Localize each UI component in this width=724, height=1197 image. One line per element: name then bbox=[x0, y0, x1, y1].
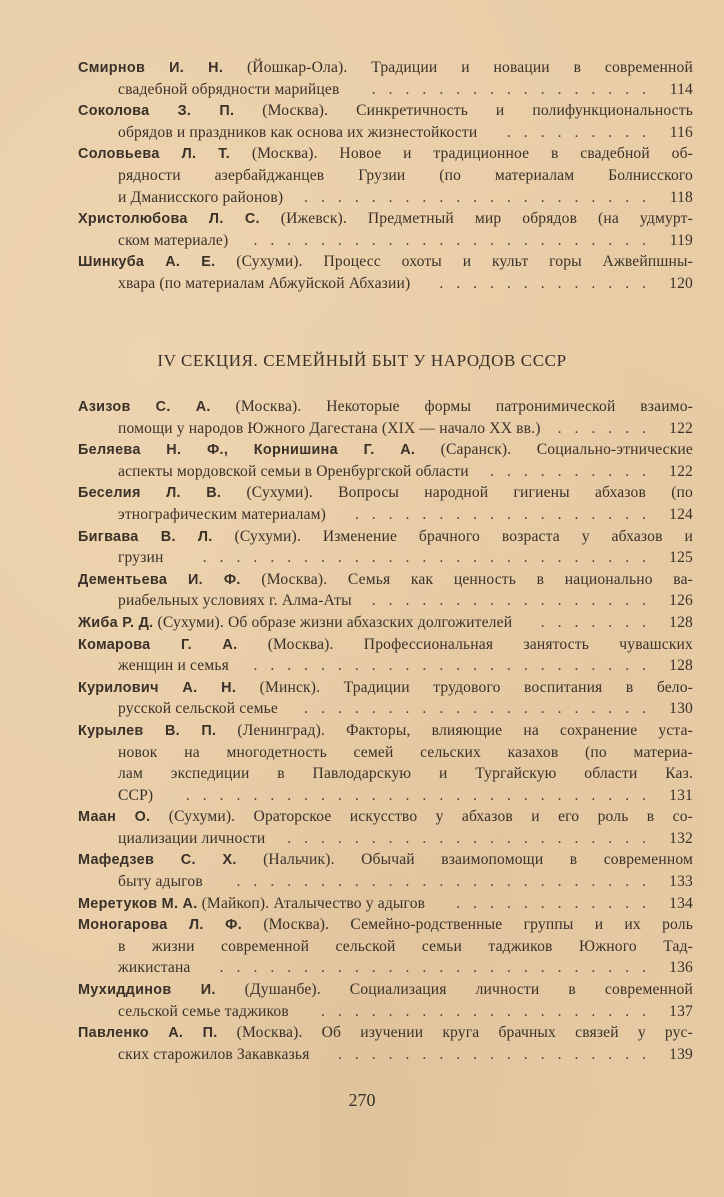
entry-first-line bbox=[78, 439, 693, 461]
leader-dots: ........................ bbox=[253, 657, 659, 675]
toc-entry bbox=[78, 893, 693, 915]
entry-line-text bbox=[78, 634, 693, 657]
entry-title-text: (Минск). Традиции трудового воспитания в бело- bbox=[259, 678, 693, 696]
leader-dots: ............ bbox=[456, 894, 659, 912]
entry-continuation-line bbox=[78, 547, 693, 569]
entry-first-line bbox=[78, 914, 693, 936]
entry-line-text bbox=[118, 657, 229, 674]
entry-continuation-line bbox=[78, 763, 693, 785]
entry-line-text bbox=[118, 124, 477, 141]
entry-author: Маан О. bbox=[78, 809, 151, 826]
entry-continuation-line bbox=[78, 742, 693, 764]
entry-first-line bbox=[78, 57, 693, 79]
toc-entry bbox=[78, 914, 693, 979]
entry-line-text bbox=[118, 81, 339, 98]
entry-first-line bbox=[78, 251, 693, 273]
entry-line-text bbox=[118, 189, 283, 206]
toc-entry bbox=[78, 100, 693, 143]
entry-title-text: (Сухуми). Изменение брачного возраста у абхазов и bbox=[234, 527, 693, 545]
entry-first-line bbox=[78, 208, 693, 230]
leader-dots: .......................... bbox=[219, 959, 659, 977]
leader-dots: .................. bbox=[354, 505, 659, 523]
entry-first-line bbox=[78, 634, 693, 656]
entry-line-text bbox=[118, 275, 410, 292]
entry-author: Беляева Н. Ф., Корнишина Г. А. bbox=[78, 442, 416, 459]
entry-line-text bbox=[78, 1022, 693, 1045]
entry-page-number: 122 bbox=[669, 462, 693, 480]
entry-continuation-line bbox=[78, 655, 693, 677]
toc-entry bbox=[78, 612, 693, 634]
leader-dots: ............. bbox=[439, 274, 659, 292]
entry-title-text: хвара (по материалам Абжуйской Абхазии) bbox=[118, 274, 411, 292]
entry-page-number: 131 bbox=[669, 786, 693, 804]
entry-line-text bbox=[118, 506, 326, 523]
leader-dots: ..................... bbox=[304, 188, 659, 206]
entry-author: Соколова З. П. bbox=[78, 103, 235, 120]
entry-title-text: лам экспедиции в Павлодарскую и Тургайскую области Каз. bbox=[118, 765, 693, 783]
entry-continuation-line bbox=[78, 230, 693, 252]
section-heading: IV СЕКЦИЯ. СЕМЕЙНЫЙ БЫТ У НАРОДОВ СССР bbox=[157, 351, 567, 370]
entry-first-line bbox=[78, 100, 693, 122]
entry-title-text: в жизни современной сельской семьи таджиков Южного Тад- bbox=[118, 937, 693, 955]
entry-author: Моногарова Л. Ф. bbox=[78, 917, 243, 934]
entry-author: Мухиддинов И. bbox=[78, 982, 216, 999]
entry-line-text bbox=[118, 959, 191, 976]
entry-continuation-line bbox=[78, 936, 693, 958]
leader-dots: ......... bbox=[506, 123, 659, 141]
leader-dots: ........................... bbox=[202, 549, 659, 567]
entry-first-line bbox=[78, 849, 693, 871]
toc-entry bbox=[78, 720, 693, 806]
entry-page-number: 125 bbox=[669, 549, 693, 567]
entry-title-text: ском материале) bbox=[118, 231, 229, 249]
entry-continuation-line bbox=[78, 79, 693, 101]
entry-line-text bbox=[118, 1046, 310, 1063]
entry-line-text bbox=[78, 914, 693, 937]
entry-continuation-line bbox=[78, 1044, 693, 1066]
entry-line-text bbox=[118, 165, 693, 187]
entry-line-text bbox=[118, 700, 278, 717]
entry-title-text: (Майкоп). Аталычество у адыгов bbox=[201, 894, 426, 912]
entry-title-text: (Душанбе). Социализация личности в современной bbox=[244, 981, 693, 999]
entry-page-number: 130 bbox=[669, 700, 693, 718]
entry-line-text bbox=[78, 439, 693, 462]
entry-line-text bbox=[78, 526, 693, 549]
entry-author: Павленко А. П. bbox=[78, 1025, 218, 1042]
entry-line-text bbox=[118, 463, 469, 480]
entry-title-text: (Йошкар-Ола). Традиции и новации в современной bbox=[246, 59, 693, 76]
entry-line-text bbox=[78, 57, 693, 80]
entry-title-text: женщин и семья bbox=[118, 657, 229, 675]
entry-title-text: (Москва). Семья как ценность в национально ва- bbox=[261, 570, 693, 588]
entry-page-number: 128 bbox=[669, 657, 693, 675]
entry-line-text bbox=[118, 873, 203, 890]
entry-first-line bbox=[78, 143, 693, 165]
entry-author: Христолюбова Л. С. bbox=[78, 211, 260, 228]
entry-title-text: русской сельской семье bbox=[118, 700, 278, 718]
entry-page-number: 134 bbox=[669, 894, 693, 912]
leader-dots: ...................... bbox=[287, 829, 659, 847]
entry-line-text bbox=[78, 895, 425, 912]
entry-page-number: 124 bbox=[669, 505, 693, 523]
entry-continuation-line bbox=[78, 461, 693, 483]
entry-first-line bbox=[78, 677, 693, 699]
entry-line-text bbox=[78, 569, 693, 592]
entry-title-text: грузин bbox=[118, 549, 164, 567]
entry-continuation-line bbox=[78, 785, 693, 807]
entry-page-number: 119 bbox=[669, 231, 693, 249]
entry-author: Смирнов И. Н. bbox=[78, 60, 224, 76]
entry-first-line bbox=[78, 1022, 693, 1044]
entry-author: Азизов С. А. bbox=[78, 399, 211, 415]
toc-section-continued bbox=[78, 57, 693, 295]
entry-continuation-line bbox=[78, 698, 693, 720]
entry-line-text bbox=[78, 979, 693, 1002]
entry-continuation-line bbox=[78, 122, 693, 144]
entry-line-text bbox=[78, 251, 693, 274]
toc-entry bbox=[78, 979, 693, 1022]
entry-title-text: аспекты мордовской семьи в Оренбургской области bbox=[118, 462, 469, 480]
toc-entry bbox=[78, 57, 693, 100]
entry-continuation-line bbox=[78, 1001, 693, 1023]
entry-title-text: ских старожилов Закавказья bbox=[118, 1045, 310, 1063]
entry-first-line bbox=[78, 482, 693, 504]
leader-dots: ....... bbox=[540, 613, 659, 631]
entry-title-text: этнографическим материалам) bbox=[118, 505, 327, 523]
page-number: 270 bbox=[348, 1090, 376, 1110]
entry-title-text: (Сухуми). Ораторское искусство у абхазов и его роль в со- bbox=[168, 808, 693, 826]
entry-title-text: (Москва). Семейно-родственные группы и их роль bbox=[263, 916, 693, 934]
toc-entry bbox=[78, 143, 693, 208]
entry-author: Жиба Р. Д. bbox=[78, 614, 154, 631]
entry-page-number: 132 bbox=[669, 829, 693, 847]
entry-title-text: (Москва). Синкретичность и полифункциональность bbox=[262, 102, 693, 120]
leader-dots: ................. bbox=[371, 592, 659, 610]
entry-page-number: 116 bbox=[669, 123, 693, 141]
entry-title-text: (Сухуми). Процесс охоты и культ горы Ажвейпшны- bbox=[236, 253, 693, 271]
toc-entry bbox=[78, 634, 693, 677]
entry-title-text: помощи у народов Южного Дагестана (XIX — начало XX вв.) bbox=[118, 419, 541, 437]
entry-title-text: (Саранск). Социально-этнические bbox=[440, 441, 693, 459]
entry-title-text: (Москва). Об изучении круга брачных связей у рус- bbox=[236, 1024, 693, 1042]
entry-page-number: 133 bbox=[669, 873, 693, 891]
entry-title-text: (Москва). Некоторые формы патронимической взаимо- bbox=[235, 398, 693, 415]
entry-line-text bbox=[78, 208, 693, 231]
entry-first-line bbox=[78, 526, 693, 548]
entry-continuation-line bbox=[78, 957, 693, 979]
leader-dots: .......... bbox=[490, 462, 659, 480]
entry-first-line bbox=[78, 806, 693, 828]
entry-first-line bbox=[78, 979, 693, 1001]
entry-line-text bbox=[78, 100, 693, 123]
toc-entry bbox=[78, 526, 693, 569]
leader-dots: ................... bbox=[337, 1045, 659, 1063]
entry-line-text bbox=[118, 787, 153, 804]
entry-line-text bbox=[118, 763, 693, 785]
entry-title-text: (Нальчик). Обычай взаимопомощи в современном bbox=[263, 851, 693, 869]
entry-title-text: новок на многодетность семей сельских казахов (по материа- bbox=[118, 743, 693, 761]
leader-dots: .................... bbox=[321, 1002, 659, 1020]
entry-author: Бигвава В. Л. bbox=[78, 528, 213, 545]
entry-author: Дементьева И. Ф. bbox=[78, 571, 241, 588]
toc-entry bbox=[78, 849, 693, 892]
toc-entry bbox=[78, 569, 693, 612]
entry-title-text: циализации личности bbox=[118, 829, 266, 847]
entry-title-text: ССР) bbox=[118, 786, 154, 804]
entry-author: Меретуков М. А. bbox=[78, 895, 198, 912]
entry-title-text: обрядов и праздников как основа их жизнестойкости bbox=[118, 123, 478, 141]
entry-title-text: (Сухуми). Вопросы народной гигиены абхазов (по bbox=[246, 484, 693, 502]
entry-line-text bbox=[78, 396, 693, 419]
entry-line-text bbox=[78, 143, 693, 166]
entry-line-text bbox=[118, 1003, 289, 1020]
entry-line-text bbox=[78, 849, 693, 872]
entry-author: Соловьева Л. Т. bbox=[78, 146, 231, 163]
entry-title-text: риабельных условиях г. Алма-Аты bbox=[118, 592, 352, 610]
toc-entry bbox=[78, 1022, 693, 1065]
entry-page-number: 114 bbox=[669, 80, 693, 98]
entry-first-line bbox=[78, 612, 693, 634]
toc-entry bbox=[78, 677, 693, 720]
entry-continuation-line bbox=[78, 273, 693, 295]
entry-line-text bbox=[78, 720, 693, 743]
entry-title-text: (Сухуми). Об образе жизни абхазских долгожителей bbox=[157, 613, 513, 631]
entry-page-number: 136 bbox=[669, 959, 693, 977]
entry-line-text bbox=[118, 420, 541, 437]
entry-title-text: жикистана bbox=[118, 959, 191, 977]
entry-title-text: рядности азербайджанцев Грузии (по материалам Болнисского bbox=[118, 166, 693, 184]
entry-continuation-line bbox=[78, 165, 693, 187]
entry-author: Курилович А. Н. bbox=[78, 679, 237, 696]
toc-entry bbox=[78, 482, 693, 525]
entry-author: Шинкуба А. Е. bbox=[78, 254, 216, 271]
entry-title-text: (Ижевск). Предметный мир обрядов (на удмурт- bbox=[280, 210, 693, 228]
leader-dots: ...... bbox=[557, 419, 659, 437]
entry-line-text bbox=[78, 614, 512, 631]
entry-author: Беселия Л. В. bbox=[78, 485, 222, 502]
entry-continuation-line bbox=[78, 504, 693, 526]
leader-dots: ..................... bbox=[304, 700, 659, 718]
entry-first-line bbox=[78, 720, 693, 742]
entry-page-number: 118 bbox=[669, 188, 693, 206]
entry-title-text: и Дманисского районов) bbox=[118, 188, 284, 206]
entry-continuation-line bbox=[78, 871, 693, 893]
entry-page-number: 128 bbox=[669, 613, 693, 631]
entry-continuation-line bbox=[78, 418, 693, 440]
toc-entry bbox=[78, 806, 693, 849]
entry-line-text bbox=[118, 936, 693, 958]
toc-section-family-life bbox=[78, 396, 693, 1065]
entry-line-text bbox=[118, 549, 164, 566]
entry-line-text bbox=[78, 482, 693, 505]
entry-title-text: (Москва). Профессиональная занятость чувашских bbox=[267, 635, 693, 653]
entry-author: Комарова Г. А. bbox=[78, 636, 238, 653]
entry-line-text bbox=[118, 232, 228, 249]
toc-entry bbox=[78, 208, 693, 251]
toc-entry bbox=[78, 439, 693, 482]
leader-dots: ........................ bbox=[253, 231, 659, 249]
entry-continuation-line bbox=[78, 590, 693, 612]
entry-line-text bbox=[78, 677, 693, 700]
entry-page-number: 137 bbox=[669, 1002, 693, 1020]
entry-page-number: 122 bbox=[669, 419, 693, 437]
entry-line-text bbox=[118, 592, 352, 609]
entry-first-line bbox=[78, 893, 693, 915]
entry-page-number: 120 bbox=[669, 274, 693, 292]
entry-title-text: свадебной обрядности марийцев bbox=[118, 80, 340, 98]
leader-dots: ............................ bbox=[185, 786, 659, 804]
entry-title-text: (Ленинград). Факторы, влияющие на сохранение уста- bbox=[237, 721, 693, 739]
entry-page-number: 139 bbox=[669, 1045, 693, 1063]
entry-line-text bbox=[78, 806, 693, 829]
leader-dots: ......................... bbox=[236, 873, 659, 891]
entry-title-text: сельской семье таджиков bbox=[118, 1002, 289, 1020]
entry-line-text bbox=[118, 742, 693, 764]
leader-dots: ................. bbox=[371, 80, 659, 98]
toc-entry bbox=[78, 251, 693, 294]
entry-first-line bbox=[78, 396, 693, 418]
entry-continuation-line bbox=[78, 187, 693, 209]
entry-page-number: 126 bbox=[669, 592, 693, 610]
entry-continuation-line bbox=[78, 828, 693, 850]
toc-entry bbox=[78, 396, 693, 439]
entry-title-text: быту адыгов bbox=[118, 873, 203, 891]
entry-title-text: (Москва). Новое и традиционное в свадебной об- bbox=[251, 145, 693, 163]
entry-author: Курылев В. П. bbox=[78, 722, 217, 739]
entry-author: Мафедзев С. Х. bbox=[78, 852, 237, 869]
entry-first-line bbox=[78, 569, 693, 591]
entry-line-text bbox=[118, 830, 265, 847]
